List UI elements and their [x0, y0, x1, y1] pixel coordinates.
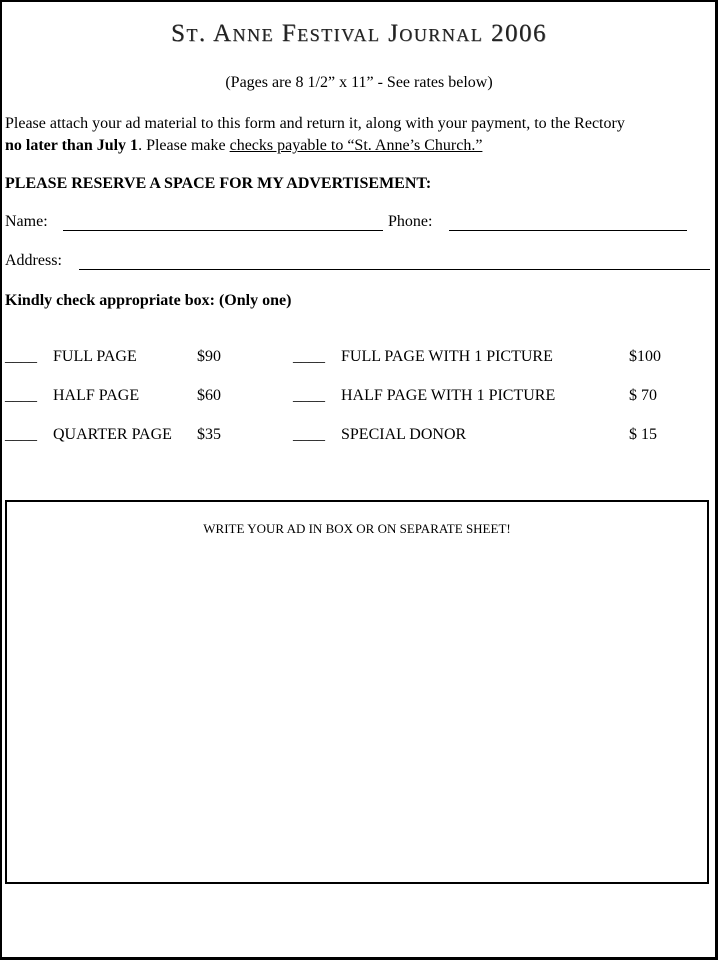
special-donor-checkbox[interactable]: ____ — [293, 426, 325, 443]
full-page-picture-checkbox[interactable]: ____ — [293, 348, 325, 365]
checks-payable-text: checks payable to “St. Anne’s Church.” — [229, 137, 483, 154]
form-subtitle: (Pages are 8 1/2” x 11” - See rates below) — [225, 74, 493, 91]
name-field[interactable] — [63, 230, 383, 231]
reserve-heading: PLEASE RESERVE A SPACE FOR MY ADVERTISEMENT: — [5, 175, 432, 192]
deadline-text: no later than July 1 — [5, 137, 139, 154]
quarter-page-checkbox[interactable]: ____ — [5, 426, 37, 443]
phone-label: Phone: — [388, 213, 433, 230]
special-donor-price: $ 15 — [629, 426, 657, 443]
half-page-label: HALF PAGE — [53, 387, 140, 404]
instructions-line-2 — [5, 137, 482, 155]
half-page-checkbox[interactable]: ____ — [5, 387, 37, 404]
address-field[interactable] — [79, 269, 710, 270]
special-donor-label: SPECIAL DONOR — [341, 426, 467, 443]
full-page-price: $90 — [197, 348, 221, 365]
check-heading: Kindly check appropriate box: (Only one) — [5, 292, 292, 309]
half-page-price: $60 — [197, 387, 221, 404]
form-title: St. Anne Festival Journal 2006 — [170, 20, 548, 47]
full-page-picture-label: FULL PAGE WITH 1 PICTURE — [341, 348, 553, 365]
full-page-checkbox[interactable]: ____ — [5, 348, 37, 365]
half-page-picture-price: $ 70 — [629, 387, 657, 404]
full-page-picture-price: $100 — [629, 348, 661, 365]
half-page-picture-label: HALF PAGE WITH 1 PICTURE — [341, 387, 556, 404]
half-page-picture-checkbox[interactable]: ____ — [293, 387, 325, 404]
address-label: Address: — [5, 252, 62, 269]
ad-text-box[interactable] — [5, 500, 709, 884]
phone-field[interactable] — [449, 230, 687, 231]
ad-box-label: WRITE YOUR AD IN BOX OR ON SEPARATE SHEET! — [203, 521, 511, 536]
quarter-page-label: QUARTER PAGE — [53, 426, 172, 443]
full-page-label: FULL PAGE — [53, 348, 137, 365]
instructions-line-1: Please attach your ad material to this form and return it, along with your payment, to the Rectory — [5, 115, 625, 132]
instructions-mid: . Please make — [138, 137, 230, 154]
quarter-page-price: $35 — [197, 426, 221, 443]
name-label: Name: — [5, 213, 48, 230]
